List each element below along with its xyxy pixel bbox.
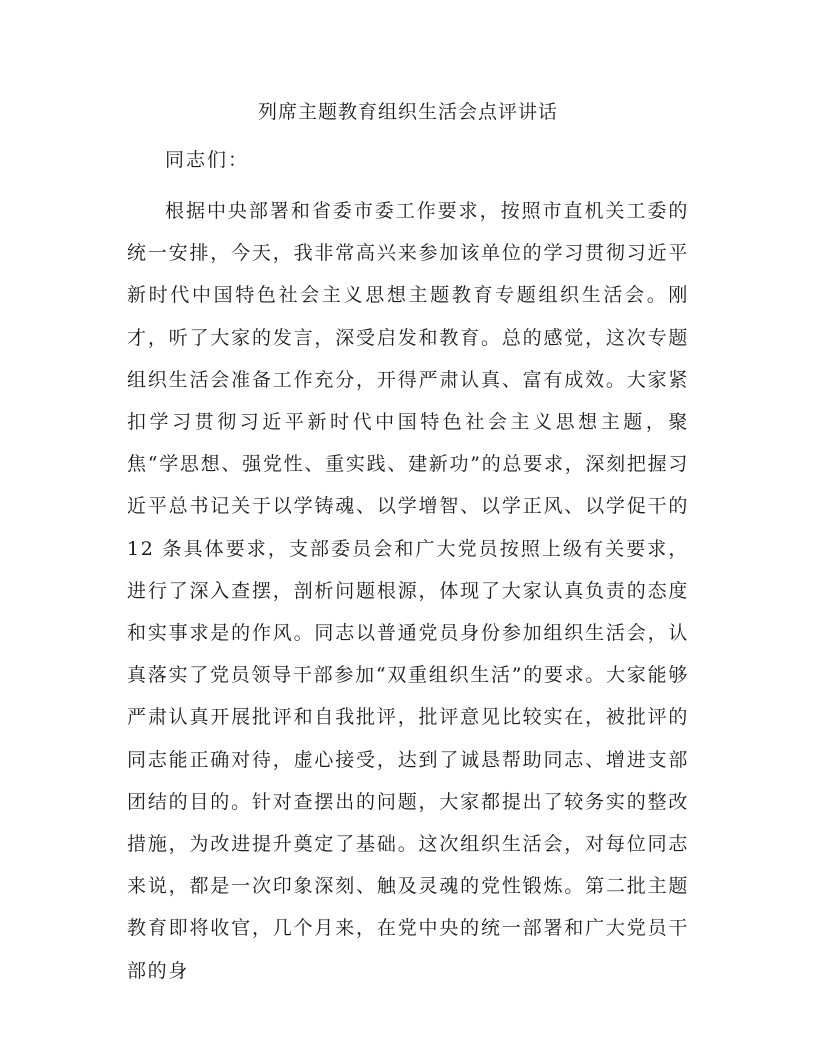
document-title: 列席主题教育组织生活会点评讲话 xyxy=(257,101,558,123)
body-paragraph: 根据中央部署和省委市委工作要求，按照市直机关工委的统一安排，今天，我非常高兴来参加该单位的学习贯彻习近平新时代中国特色社会主义思想主题教育专题组织生活会。刚才，听了大家的发言，深受启发和教育。总的感觉，这次专题组织生活会准备工作充分，开得严肃认真、富有成效。大家紧扣学习贯彻习近平新时代中国特色社会主义思想主题，聚焦“学思想、强党性、重实践、建新功”的总要求，深刻把握习近平总书记关于以学铸魂、以学增智、以学正风、以学促干的 12 条具体要求，支部委员会和广大党员按照上级有关要求，进行了深入查摆，剖析问题根源，体现了大家认真负责的态度和实事求是的作风。同志以普通党员身份参加组织生活会，认真落实了党员领导干部参加“双重组织生活”的要求。大家能够严肃认真开展批评和自我批评，批评意见比较实在，被批评的同志能正确对待，虚心接受，达到了诚恳帮助同志、增进支部团结的目的。针对查摆出的问题，大家都提出了较务实的整改措施，为改进提升奠定了基础。这次组织生活会，对每位同志来说，都是一次印象深刻、触及灵魂的党性锻炼。第二批主题教育即将收官，几个月来，在党中央的统一部署和广大党员干部的身 xyxy=(127,200,689,982)
salutation: 同志们： xyxy=(165,149,250,171)
